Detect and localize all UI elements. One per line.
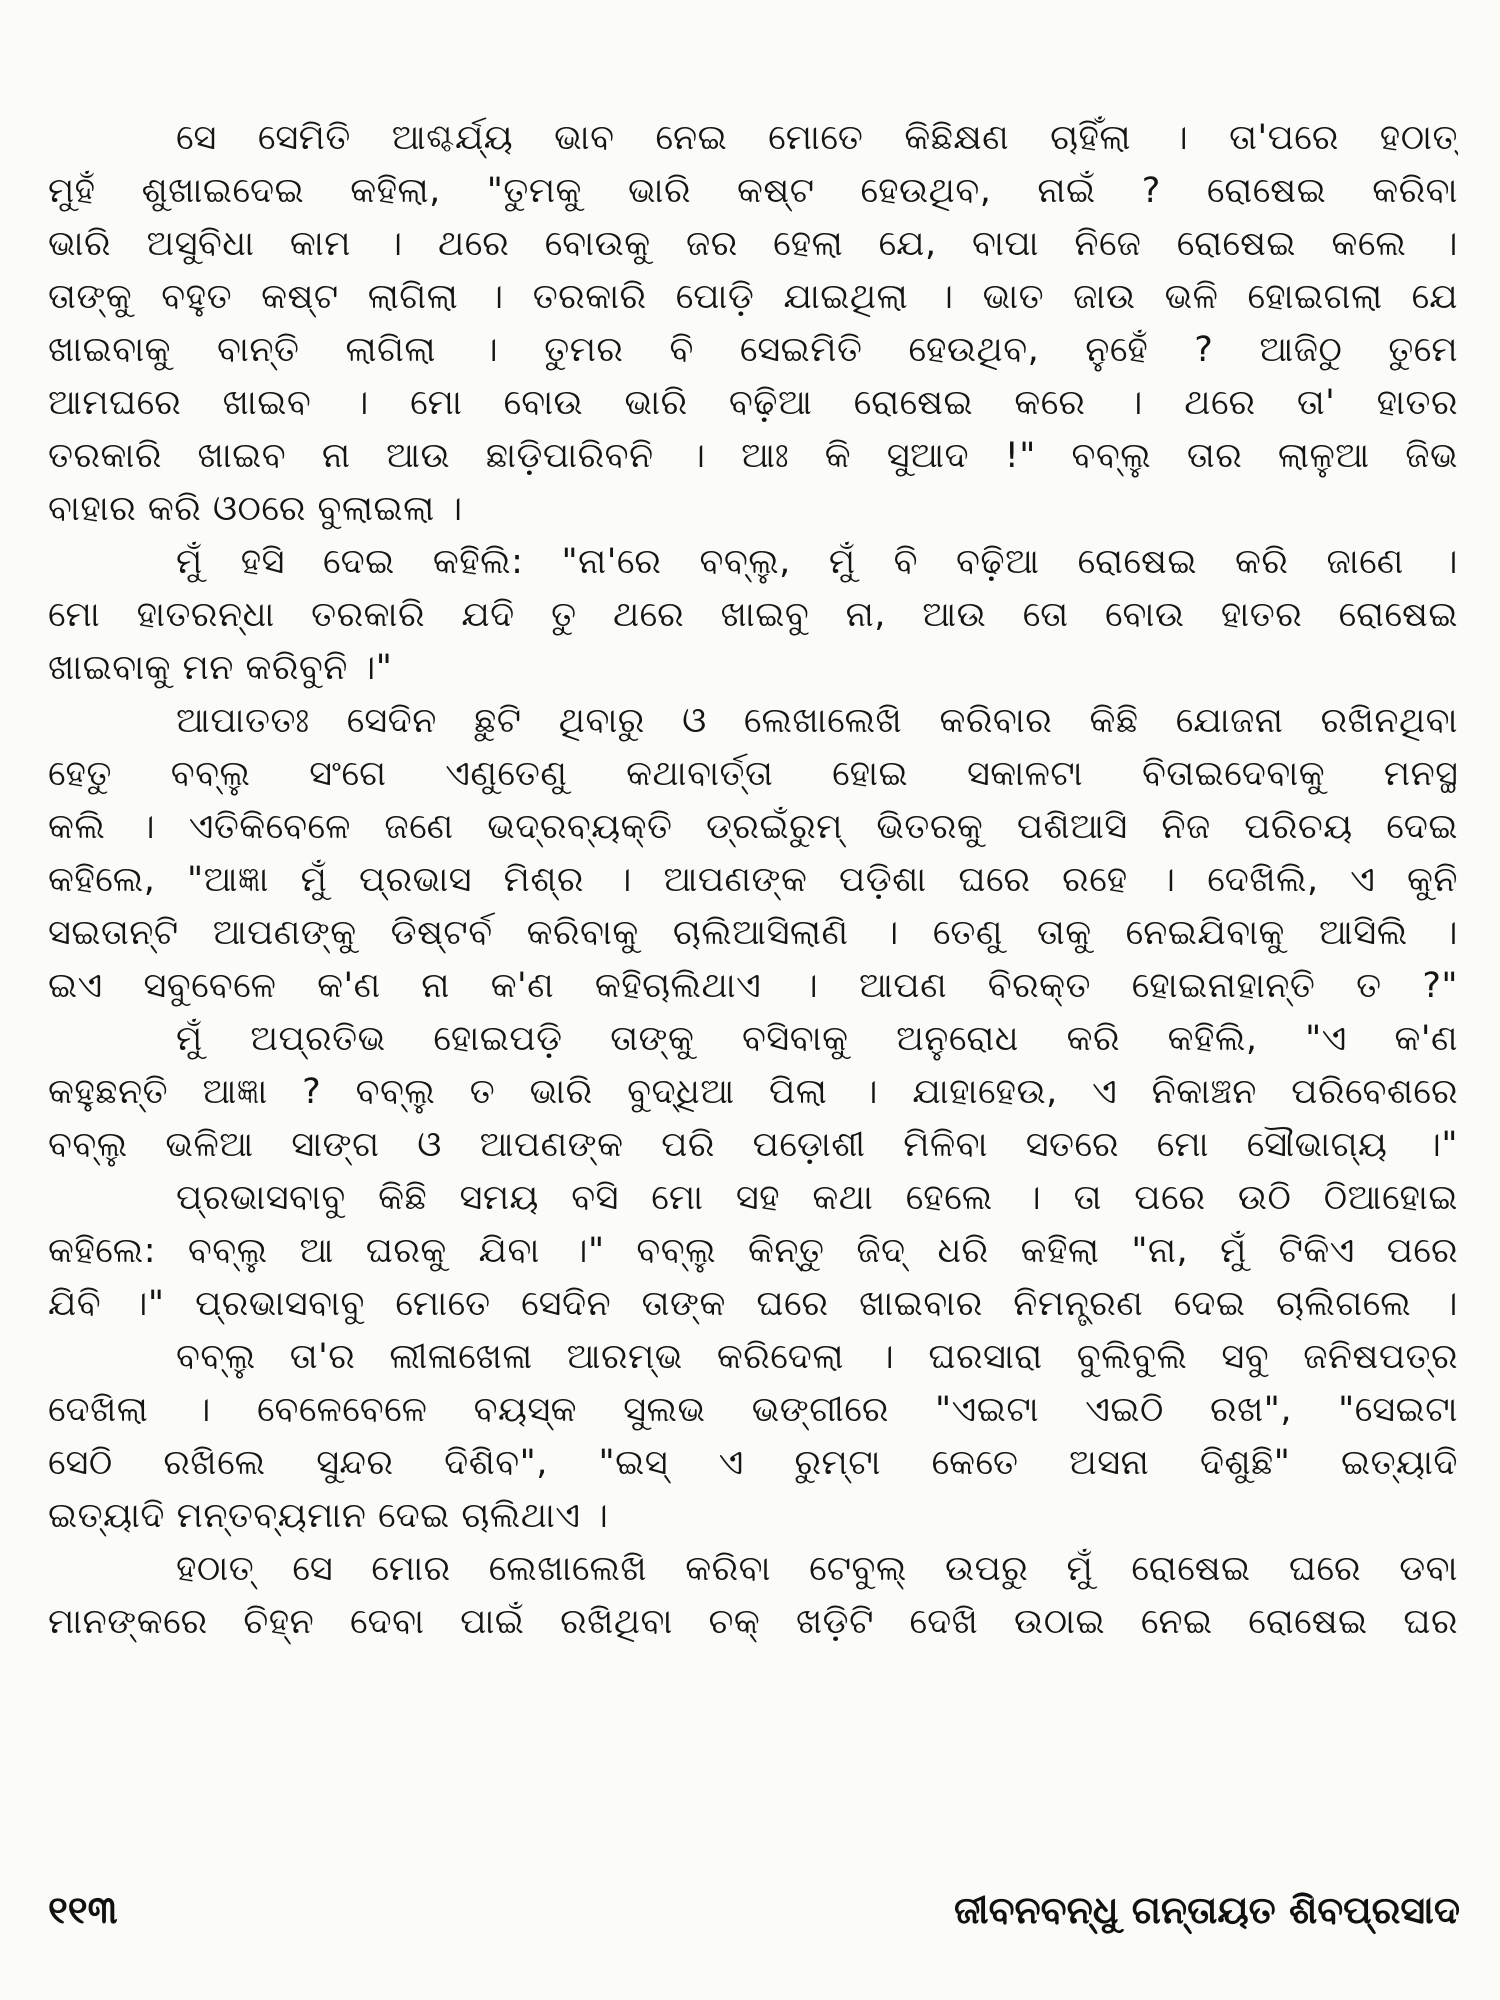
text-line-12: ଆପାତତଃ ସେଦିନ ଛୁଟି ଥିବାରୁ ଓ ଲେଖାଲେଖି କରିବାର କିଛି ଯୋଜନା ରଖିନଥିବା xyxy=(176,701,1458,741)
text-line-7: ତରକାରି ଖାଇବ ନା ଆଉ ଛାଡ଼ିପାରିବନି । ଆଃ କି ସୁଆଦ !" ବବ୍‌ଲୁ ତାର ଲାଳୁଆ ଜିଭ xyxy=(48,436,1458,476)
author-name: ଜୀବନବନ୍ଧୁ ଗନ୍ତାୟତ ଶିବପ୍ରସାଦ xyxy=(954,1887,1460,1932)
text-line-8: ବାହାର କରି ଓଠରେ ବୁଲାଇଲା । xyxy=(48,489,463,529)
text-line-27: ଇତ୍ୟାଦି ମନ୍ତବ୍ୟମାନ ଦେଇ ଚାଲିଥାଏ । xyxy=(48,1496,609,1536)
text-line-1: ସେ ସେମିତି ଆଶ୍ଚର୍ଯ୍ୟ ଭାବ ନେଇ ମୋତେ କିଛିକ୍ଷଣ ଚାହିଁଲା । ତା'ପରେ ହଠାତ୍ xyxy=(176,118,1458,158)
story-text xyxy=(48,112,1458,1649)
text-line-29: ମାନଙ୍କରେ ଚିହ୍ନ ଦେବା ପାଇଁ ରଖିଥିବା ଚକ୍ ଖଡ଼ିଟି ଦେଖି ଉଠାଇ ନେଇ ରୋଷେଇ ଘର xyxy=(48,1602,1458,1642)
page-footer xyxy=(48,1880,1460,1940)
text-line-4: ତାଙ୍କୁ ବହୁତ କଷ୍ଟ ଲାଗିଲା । ତରକାରି ପୋଡ଼ି ଯାଇଥିଲା । ଭାତ ଜାଉ ଭଳି ହୋଇଗଲା ଯେ xyxy=(48,277,1458,317)
text-line-22: କହିଲେ: ବବ୍‌ଲୁ ଆ ଘରକୁ ଯିବା ।" ବବ୍‌ଲୁ କିନ୍ତୁ ଜିଦ୍ ଧରି କହିଲା "ନା, ମୁଁ ଟିକିଏ ପରେ xyxy=(48,1231,1458,1271)
text-line-9: ମୁଁ ହସି ଦେଇ କହିଲି: "ନା'ରେ ବବ୍‌ଲୁ, ମୁଁ ବି ବଢ଼ିଆ ରୋଷେଇ କରି ଜାଣେ । xyxy=(176,542,1458,582)
text-line-3: ଭାରି ଅସୁବିଧା କାମ । ଥରେ ବୋଉକୁ ଜର ହେଲା ଯେ, ବାପା ନିଜେ ରୋଷେଇ କଲେ । xyxy=(48,224,1458,264)
page-number: ୧୧୩ xyxy=(48,1887,118,1932)
text-line-23: ଯିବି ।" ପ୍ରଭାସବାବୁ ମୋତେ ସେଦିନ ତାଙ୍କ ଘରେ ଖାଇବାର ନିମନ୍ତ୍ରଣ ଦେଇ ଚାଲିଗଲେ । xyxy=(48,1284,1458,1324)
text-line-24: ବବ୍‌ଲୁ ତା'ର ଲୀଳାଖେଳା ଆରମ୍ଭ କରିଦେଲା । ଘରସାରା ବୁଲିବୁଲି ସବୁ ଜନିଷପତ୍ର xyxy=(176,1337,1458,1377)
text-line-26: ସେଠି ରଖିଲେ ସୁନ୍ଦର ଦିଶିବ", "ଇସ୍ ଏ ରୁମ୍‌ଟା କେତେ ଅସନା ଦିଶୁଛି" ଇତ୍ୟାଦି xyxy=(48,1443,1458,1483)
text-line-18: ମୁଁ ଅପ୍ରତିଭ ହୋଇପଡ଼ି ତାଙ୍କୁ ବସିବାକୁ ଅନୁରୋଧ କରି କହିଲି, "ଏ କ'ଣ xyxy=(176,1019,1458,1059)
text-line-20: ବବ୍‌ଲୁ ଭଳିଆ ସାଙ୍ଗ ଓ ଆପଣଙ୍କ ପରି ପଡ଼ୋଶୀ ମିଳିବା ସତରେ ମୋ ସୌଭାଗ୍ୟ ।" xyxy=(48,1125,1458,1165)
text-line-10: ମୋ ହାତରନ୍ଧା ତରକାରି ଯଦି ତୁ ଥରେ ଖାଇବୁ ନା, ଆଉ ତୋ ବୋଉ ହାତର ରୋଷେଇ xyxy=(48,595,1458,635)
text-line-25: ଦେଖିଲା । ବେଳେବେଳେ ବୟସ୍କ ସୁଲଭ ଭଙ୍ଗୀରେ "ଏଇଟା ଏଇଠି ରଖ", "ସେଇଟା xyxy=(48,1390,1458,1430)
text-line-13: ହେତୁ ବବ୍‌ଲୁ ସଂଗେ ଏଣୁତେଣୁ କଥାବାର୍ତ୍ତା ହୋଇ ସକାଳଟା ବିତାଇଦେବାକୁ ମନସ୍ଥ xyxy=(48,754,1458,794)
text-line-16: ସଇତାନ୍‌ଟି ଆପଣଙ୍କୁ ଡିଷ୍ଟର୍ବ କରିବାକୁ ଚାଲିଆସିଲାଣି । ତେଣୁ ତାକୁ ନେଇଯିବାକୁ ଆସିଲି । xyxy=(48,913,1458,953)
text-line-11: ଖାଇବାକୁ ମନ କରିବୁନି ।" xyxy=(48,648,393,688)
text-line-2: ମୁହଁ ଶୁଖାଇଦେଇ କହିଲା, "ତୁମକୁ ଭାରି କଷ୍ଟ ହେଉଥିବ, ନାଇଁ ? ରୋଷେଇ କରିବା xyxy=(48,171,1458,211)
text-line-28: ହଠାତ୍ ସେ ମୋର ଲେଖାଲେଖି କରିବା ଟେବୁଲ୍ ଉପରୁ ମୁଁ ରୋଷେଇ ଘରେ ଡବା xyxy=(176,1549,1458,1589)
text-line-19: କହୁଛନ୍ତି ଆଜ୍ଞା ? ବବ୍‌ଲୁ ତ ଭାରି ବୁଦ୍ଧିଆ ପିଲା । ଯାହାହେଉ, ଏ ନିକାଞ୍ଚନ ପରିବେଶରେ xyxy=(48,1072,1458,1112)
text-line-17: ଇଏ ସବୁବେଳେ କ'ଣ ନା କ'ଣ କହିଚାଲିଥାଏ । ଆପଣ ବିରକ୍ତ ହୋଇନାହାନ୍ତି ତ ?" xyxy=(48,966,1458,1006)
text-line-5: ଖାଇବାକୁ ବାନ୍ତି ଲାଗିଲା । ତୁମର ବି ସେଇମିତି ହେଉଥିବ, ନୁହେଁ ? ଆଜିଠୁ ତୁମେ xyxy=(48,330,1458,370)
text-line-15: କହିଲେ, "ଆଜ୍ଞା ମୁଁ ପ୍ରଭାସ ମିଶ୍ର । ଆପଣଙ୍କ ପଡ଼ିଶା ଘରେ ରହେ । ଦେଖିଲି, ଏ କୁନି xyxy=(48,860,1458,900)
text-line-21: ପ୍ରଭାସବାବୁ କିଛି ସମୟ ବସି ମୋ ସହ କଥା ହେଲେ । ତା ପରେ ଉଠି ଠିଆହୋଇ xyxy=(176,1178,1458,1218)
text-line-14: କଲି । ଏତିକିବେଳେ ଜଣେ ଭଦ୍ରବ୍ୟକ୍ତି ଡ୍ରଇଁରୁମ୍ ଭିତରକୁ ପଶିଆସି ନିଜ ପରିଚୟ ଦେଇ xyxy=(48,807,1458,847)
text-line-6: ଆମଘରେ ଖାଇବ । ମୋ ବୋଉ ଭାରି ବଢ଼ିଆ ରୋଷେଇ କରେ । ଥରେ ତା' ହାତର xyxy=(48,383,1458,423)
